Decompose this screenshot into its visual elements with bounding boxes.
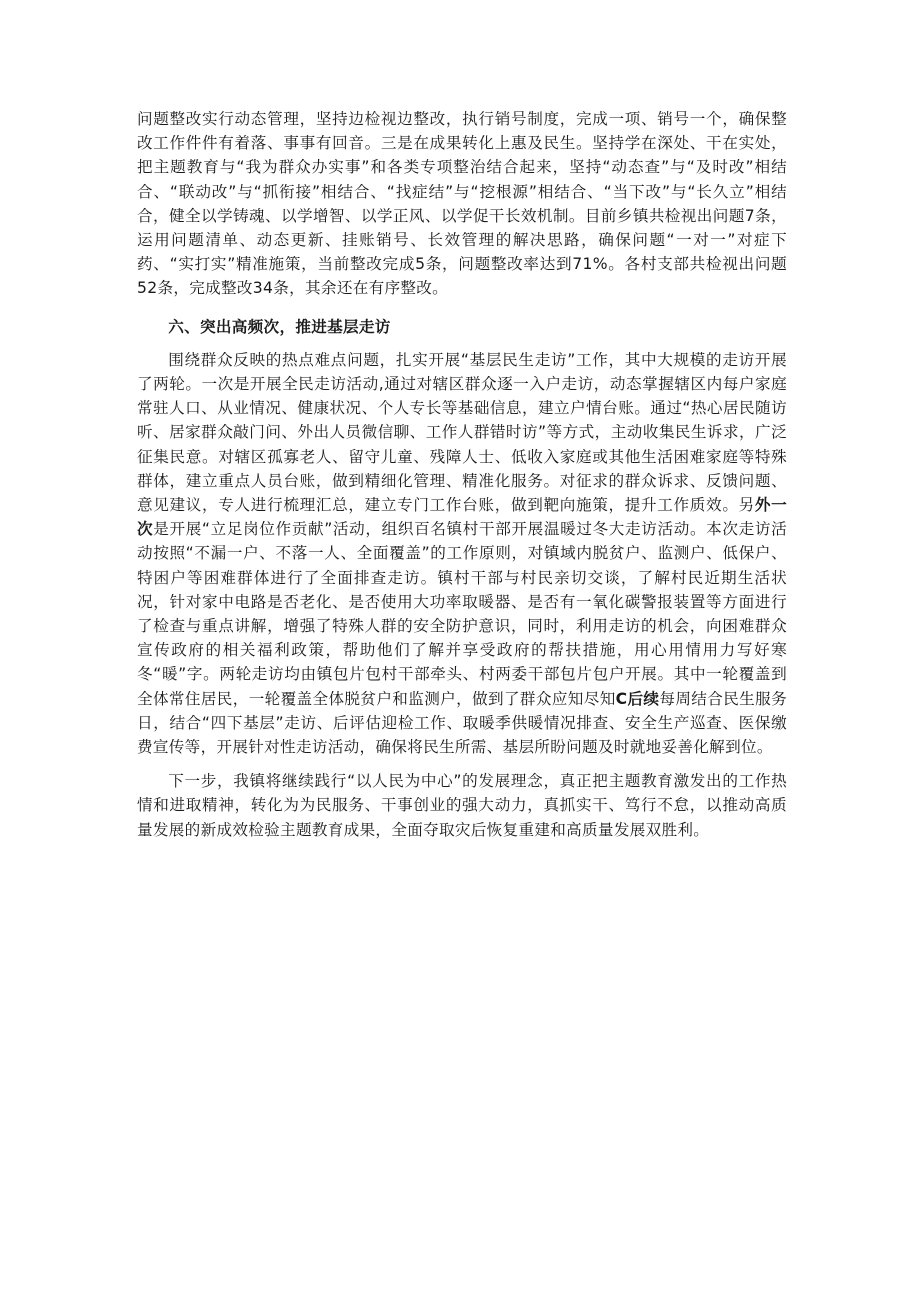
paragraph-next-steps: 下一步，我镇将继续践行“以人民为中心”的发展理念，真正把主题教育激发出的工作热情和进取精神，转化为为民服务、干事创业的强大动力，真抓实干、笃行不怠，以推动高质量发展的新成效检验主题教育成果，全面夺取灾后恢复重建和高质量发展双胜利。 bbox=[137, 772, 787, 839]
document-page bbox=[137, 107, 787, 842]
section-heading-visits: 六、突出高频次，推进基层走访 bbox=[168, 317, 391, 336]
paragraph-rectification: 问题整改实行动态管理，坚持边检视边整改，执行销号制度，完成一项、销号一个，确保整改工作件件有着落、事事有回音。三是在成果转化上惠及民生。坚持学在深处、干在实处，把主题教育与“我为群众办实事”和各类专项整治结合起来，坚持“动态查”与“及时改”相结合、“联动改”与“抓衔接”相结合、“找症结”与“挖根源”相结合、“当下改”与“长久立”相结合，健全以学铸魂、以学增智、以学正风、以学促干长效机制。目前乡镇共检视出问题7条，运用问题清单、动态更新、挂账销号、长效管理的解决思路，确保问题“一对一”对症下药、“实打实”精准施策，当前整改完成5条，问题整改率达到71%。各村支部共检视出问题52条，完成整改34条，其余还在有序整改。 bbox=[137, 110, 787, 298]
emphasis-text: C后续 bbox=[615, 689, 660, 708]
paragraph-text-segment: 每周结合民生服务日，结合“四下基层”走访、后评估迎检工作、取暖季供暖情况排查、安全生产巡查、医保缴费宣传等，开展针对性走访活动，确保将民生所需、基层所盼问题及时就地妥善化解到位。 bbox=[137, 689, 787, 757]
paragraph-text-segment: 围绕群众反映的热点难点问题，扎实开展“基层民生走访”工作，其中大规模的走访开展了两轮。一次是开展全民走访活动,通过对辖区群众逐一入户走访，动态掌握辖区内每户家庭常驻人口、从业情况、健康状况、个人专长等基础信息，建立户情台账。通过“热心居民随访听、居家群众敲门问、外出人员微信聊、工作人群错时访”等方式，主动收集民生诉求，广泛征集民意。对辖区孤寡老人、留守儿童、残障人士、低收入家庭或其他生活困难家庭等特殊群体，建立重点人员台账，做到精细化管理、精准化服务。对征求的群众诉求、反馈问题、意见建议，专人进行梳理汇总，建立专门工作台账，做到靶向施策，提升工作质效。另 bbox=[137, 350, 787, 515]
paragraph-text-segment: 是开展“立足岗位作贡献”活动，组织百名镇村干部开展温暖过冬大走访活动。本次走访活动按照“不漏一户、不落一人、全面覆盖”的工作原则，对镇域内脱贫户、监测户、低保户、特困户等困难群体进行了全面排查走访。镇村干部与村民亲切交谈，了解村民近期生活状况，针对家中电路是否老化、是否使用大功率取暖器、是否有一氧化碳警报装置等方面进行了检查与重点讲解，增强了特殊人群的安全防护意识，同时，利用走访的机会，向困难群众宣传政府的相关福利政策，帮助他们了解并享受政府的帮扶措施，用心用情用力写好寒冬“暖”字。两轮走访均由镇包片包村干部牵头、村两委干部包片包户开展。其中一轮覆盖到全体常住居民，一轮覆盖全体脱贫户和监测户，做到了群众应知尽知 bbox=[137, 520, 787, 708]
emphasis-text: 外一次 bbox=[137, 496, 787, 539]
paragraph-grassroots-visits bbox=[137, 348, 787, 759]
